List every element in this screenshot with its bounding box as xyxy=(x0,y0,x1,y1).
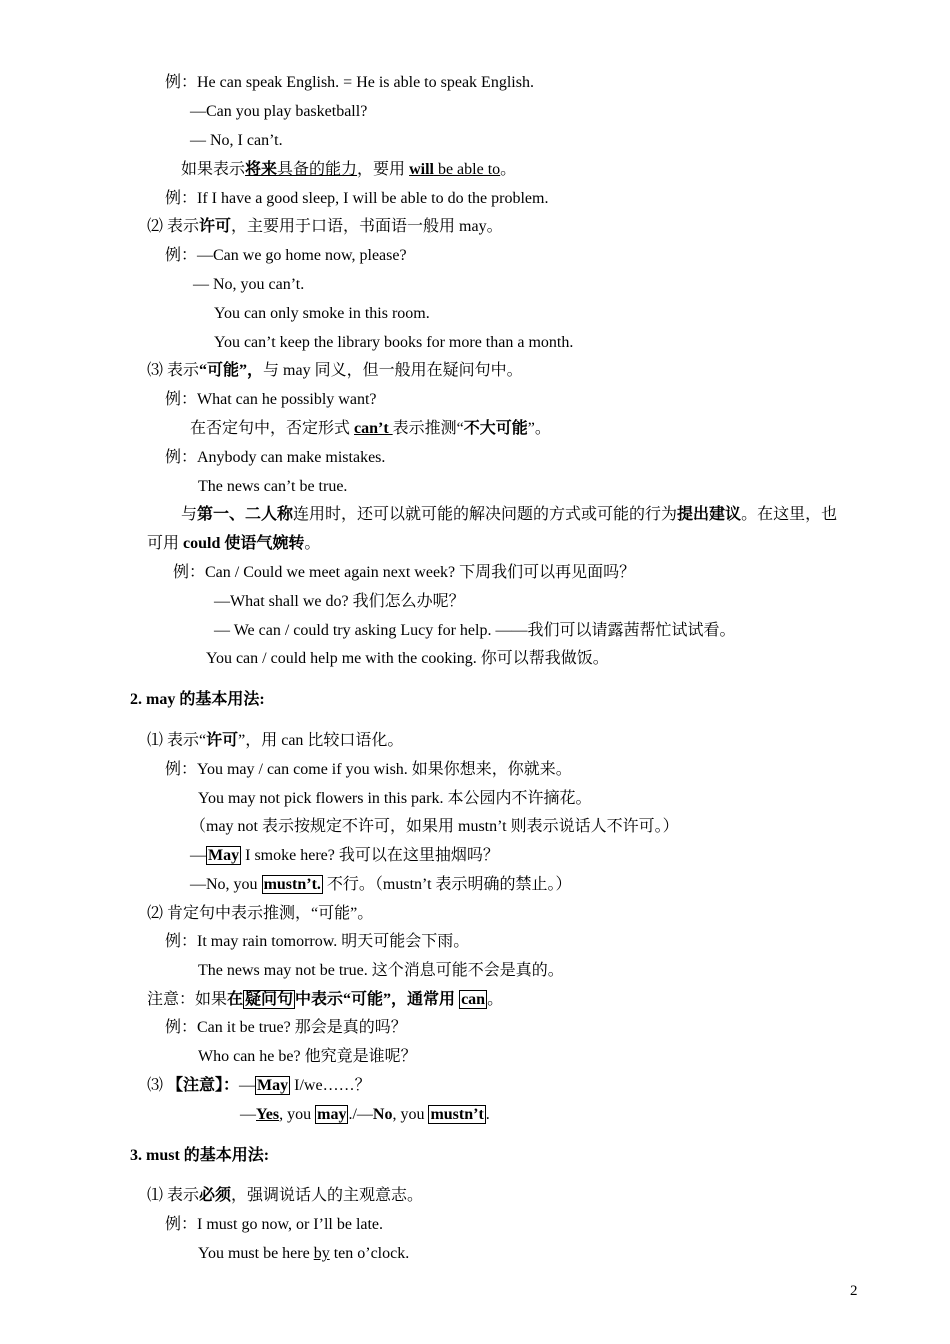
text-span: — xyxy=(239,1077,256,1094)
text-line xyxy=(198,477,347,497)
text-span: The news can’t be true. xyxy=(198,478,348,495)
text-span: ⑴ 表示 xyxy=(147,1187,200,1204)
text-span: 例：If I have a good sleep, I will be able to do the problem. xyxy=(165,190,549,207)
text-span: 3. must 的基本用法: xyxy=(130,1147,270,1164)
text-span: 例：What can he possibly want? xyxy=(165,391,377,408)
text-line xyxy=(130,1146,269,1166)
text-span: by xyxy=(313,1245,330,1262)
text-line xyxy=(173,563,635,583)
text-span: ”。 xyxy=(527,420,551,437)
text-span: , you xyxy=(392,1106,429,1123)
text-span: ./— xyxy=(348,1106,373,1123)
text-line xyxy=(190,131,283,151)
text-line xyxy=(147,1186,423,1206)
text-span: ⑶ xyxy=(147,1077,168,1094)
text-span: 不大可能 xyxy=(463,420,528,437)
text-span: 在否定句中，否定形式 xyxy=(190,420,355,437)
text-line xyxy=(130,690,265,710)
text-span: 2. may 的基本用法: xyxy=(130,691,265,708)
text-line xyxy=(165,1215,383,1235)
text-span: 中表示“可能”，通常用 xyxy=(295,991,460,1008)
text-span: ten o’clock. xyxy=(329,1245,410,1262)
text-span: —Can you play basketball? xyxy=(190,103,368,120)
text-span: You can only smoke in this room. xyxy=(214,305,430,322)
text-span: could 使语气婉转 xyxy=(183,535,305,552)
text-line xyxy=(206,649,609,669)
text-span: 【注意】： xyxy=(167,1077,240,1094)
text-span: 例：—Can we go home now, please? xyxy=(165,247,407,264)
text-span: . xyxy=(485,1106,490,1123)
text-span: — No, you can’t. xyxy=(193,276,305,293)
text-span: 不行。（mustn’t 表示明确的禁止。） xyxy=(322,876,572,893)
text-span: ⑵ 表示 xyxy=(147,218,200,235)
boxed-term: May xyxy=(257,1077,289,1094)
text-span: 如果表示 xyxy=(181,161,246,178)
text-span: can’t xyxy=(354,420,393,437)
text-line xyxy=(165,189,548,209)
text-line xyxy=(147,990,503,1010)
text-line xyxy=(165,390,377,410)
text-span: “可能”， xyxy=(199,362,264,379)
text-span: No xyxy=(372,1106,393,1123)
text-span: 。 xyxy=(487,991,504,1008)
text-line xyxy=(147,904,373,924)
text-span: 例：Anybody can make mistakes. xyxy=(165,449,386,466)
text-span: 表示推测“ xyxy=(392,420,464,437)
text-line xyxy=(198,789,591,809)
text-span: ，要用 xyxy=(357,161,410,178)
text-span: — We can / could try asking Lucy for help. ——我们可以请露茜帮忙试试看。 xyxy=(214,622,736,639)
text-span: 具备的能力 xyxy=(277,161,358,178)
text-span: Who can he be? 他究竟是谁呢？ xyxy=(198,1048,417,1065)
text-span: （may not 表示按规定不许可，如果用 mustn’t 则表示说话人不许可。） xyxy=(190,818,679,835)
text-span: 。 xyxy=(304,535,321,552)
text-span: The news may not be true. 这个消息可能不会是真的。 xyxy=(198,962,564,979)
text-span: 与 may 同义，但一般用在疑问句中。 xyxy=(263,362,523,379)
text-span: 提出建议 xyxy=(677,506,742,523)
text-span: 例：Can it be true? 那会是真的吗？ xyxy=(165,1019,407,1036)
boxed-term: 疑问句 xyxy=(245,991,294,1008)
text-span: You can’t keep the library books for more than a month. xyxy=(214,334,574,351)
text-span: be able to xyxy=(433,161,501,178)
boxed-term: mustn’t xyxy=(430,1106,484,1123)
text-span: ⑵ 肯定句中表示推测，“可能”。 xyxy=(147,905,374,922)
text-line xyxy=(181,160,516,180)
page-number: 2 xyxy=(850,1283,858,1299)
text-span: You must be here xyxy=(198,1245,314,1262)
text-span: 。在这里，也 xyxy=(741,506,838,523)
text-line xyxy=(147,361,523,381)
text-span: You may not pick flowers in this park. 本公园内不许摘花。 xyxy=(198,790,592,807)
text-span: 例：He can speak English. = He is able to speak English. xyxy=(165,74,534,91)
text-span: 例：Can / Could we meet again next week? 下周我们可以再见面吗？ xyxy=(173,564,636,581)
text-span: I smoke here? 我可以在这里抽烟吗？ xyxy=(241,847,499,864)
text-span: 与 xyxy=(181,506,198,523)
text-span: — No, I can’t. xyxy=(190,132,283,149)
text-line xyxy=(190,419,551,439)
text-line xyxy=(147,731,403,751)
text-span: 可用 xyxy=(147,535,184,552)
text-line xyxy=(240,1105,490,1125)
boxed-term: may xyxy=(317,1106,347,1123)
text-line xyxy=(165,73,534,93)
text-line xyxy=(190,817,679,837)
text-line xyxy=(198,1244,409,1264)
text-line xyxy=(214,333,573,353)
text-span: 将来 xyxy=(245,161,278,178)
text-span: ”，用 can 比较口语化。 xyxy=(238,732,404,749)
text-span: I/we……？ xyxy=(290,1077,371,1094)
text-line xyxy=(165,932,469,952)
boxed-term: mustn’t. xyxy=(263,876,321,893)
text-span: 例：You may / can come if you wish. 如果你想来，你就来。 xyxy=(165,761,572,778)
text-span: 在 xyxy=(227,991,244,1008)
text-line xyxy=(181,505,837,525)
text-line xyxy=(214,621,735,641)
text-span: 注意：如果 xyxy=(147,991,228,1008)
text-line xyxy=(165,1018,407,1038)
text-span: — xyxy=(240,1106,256,1123)
text-span: —No, you xyxy=(190,876,262,893)
text-span: ⑴ 表示“ xyxy=(147,732,207,749)
text-line xyxy=(214,304,430,324)
text-line xyxy=(190,875,572,895)
text-line xyxy=(214,592,465,612)
text-span: 必须 xyxy=(199,1187,232,1204)
text-span: 例：It may rain tomorrow. 明天可能会下雨。 xyxy=(165,933,470,950)
boxed-term: can xyxy=(461,991,486,1008)
text-span: ，主要用于口语，书面语一般用 may。 xyxy=(231,218,503,235)
text-line xyxy=(165,448,385,468)
text-line xyxy=(147,217,503,237)
text-span: 连用时，还可以就可能的解决问题的方式或可能的行为 xyxy=(293,506,678,523)
text-line xyxy=(190,846,499,866)
boxed-term: May xyxy=(208,847,240,864)
text-span: Yes xyxy=(256,1106,280,1123)
text-span: You can / could help me with the cooking. 你可以帮我做饭。 xyxy=(206,650,609,667)
text-span: , you xyxy=(279,1106,316,1123)
text-line xyxy=(193,275,304,295)
text-span: will xyxy=(409,161,434,178)
text-span: 第一、二人称 xyxy=(197,506,294,523)
text-line xyxy=(198,961,564,981)
text-span: ，强调说话人的主观意志。 xyxy=(231,1187,424,1204)
text-line xyxy=(165,246,407,266)
text-line xyxy=(165,760,572,780)
text-line xyxy=(147,1076,371,1096)
text-line xyxy=(147,534,320,554)
text-span: ⑶ 表示 xyxy=(147,362,200,379)
text-span: — xyxy=(190,847,206,864)
text-line xyxy=(190,102,367,122)
text-span: —What shall we do? 我们怎么办呢？ xyxy=(214,593,465,610)
text-span: 许可 xyxy=(199,218,232,235)
text-span: 。 xyxy=(500,161,517,178)
text-line xyxy=(198,1047,417,1067)
text-span: 例：I must go now, or I’ll be late. xyxy=(165,1216,384,1233)
text-span: 许可 xyxy=(206,732,239,749)
